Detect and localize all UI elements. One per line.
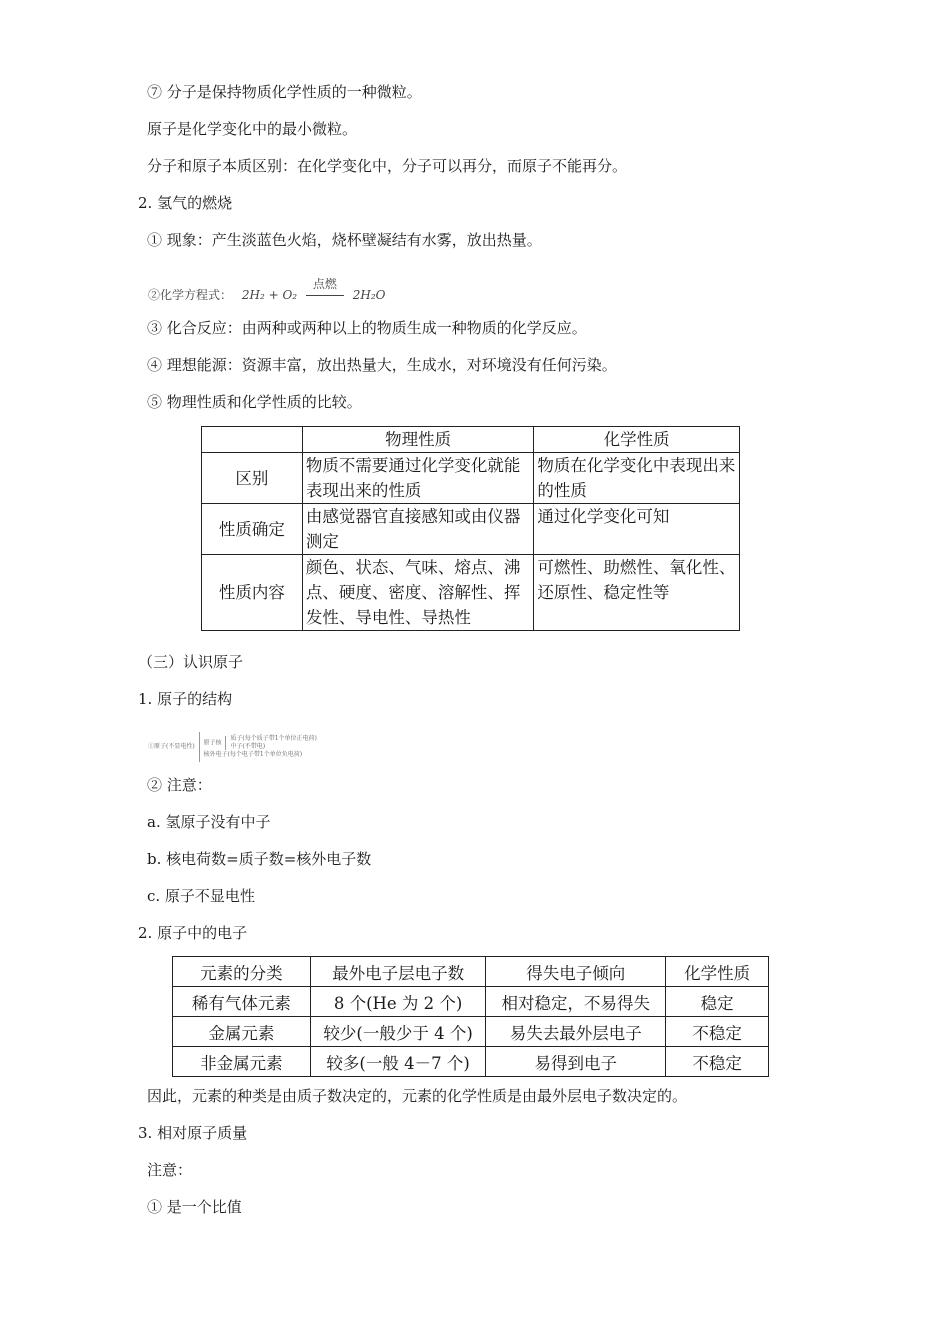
row-label: 性质确定	[202, 504, 303, 555]
table-row	[173, 987, 769, 1017]
cell-physical: 由感觉器官直接感知或由仪器测定	[302, 504, 534, 555]
table-header-row	[173, 957, 769, 987]
table-header-row	[202, 427, 740, 453]
table-row	[202, 555, 740, 631]
phenomenon-text: ① 现象：产生淡蓝色火焰，烧杯壁凝结有水雾，放出热量。	[147, 231, 542, 249]
condition-text: 点燃	[312, 277, 337, 291]
cell-physical: 物质不需要通过化学变化就能表现出来的性质	[302, 453, 534, 504]
note-c: c. 原子不显电性	[147, 887, 255, 905]
table-cell: 较少(一般少于 4 个)	[310, 1017, 486, 1047]
header-chemical: 化学性质	[534, 427, 740, 453]
structure-root: ①原子(不显电性)	[148, 743, 195, 750]
note-label-2: 注意：	[147, 1161, 193, 1179]
row-label: 区别	[202, 453, 303, 504]
table-row	[202, 504, 740, 555]
table-cell: 稀有气体元素	[173, 987, 311, 1017]
table-row	[173, 1017, 769, 1047]
equation-right: 2H₂O	[352, 288, 386, 302]
header-cell: 最外电子层电子数	[310, 957, 486, 987]
molecule-atom-difference: 分子和原子本质区别：在化学变化中，分子可以再分，而原子不能再分。	[147, 157, 628, 175]
cell-chemical: 物质在化学变化中表现出来的性质	[534, 453, 740, 504]
equation-condition	[305, 277, 345, 302]
table-cell: 不稳定	[666, 1047, 769, 1077]
header-cell: 得失电子倾向	[486, 957, 666, 987]
condition-bar	[306, 295, 344, 296]
header-cell: 元素的分类	[173, 957, 311, 987]
equation-left: 2H₂ + O₂	[241, 288, 298, 302]
heading-relative-mass: 3. 相对原子质量	[138, 1124, 248, 1142]
note-label: ② 注意：	[147, 776, 212, 794]
table-cell: 易得到电子	[486, 1047, 666, 1077]
table-cell: 较多(一般 4－7 个)	[310, 1047, 486, 1077]
structure-nucleus: 原子核	[203, 739, 222, 747]
brace-icon	[199, 732, 200, 762]
heading-electrons: 2. 原子中的电子	[138, 924, 248, 942]
heading-hydrogen-combustion: 2. 氢气的燃烧	[138, 194, 233, 212]
table-cell: 8 个(He 为 2 个)	[310, 987, 486, 1017]
header-physical: 物理性质	[302, 427, 534, 453]
section-title-atom: （三）认识原子	[138, 653, 244, 671]
properties-table	[201, 426, 740, 631]
table-row	[202, 453, 740, 504]
structure-electron: 核外电子(每个电子带1个单位负电荷)	[203, 751, 303, 758]
electrons-table	[172, 956, 769, 1077]
heading-atom-structure: 1. 原子的结构	[138, 690, 233, 708]
header-cell: 化学性质	[666, 957, 769, 987]
cell-chemical: 可燃性、助燃性、氧化性、还原性、稳定性等	[534, 555, 740, 631]
cell-chemical: 通过化学变化可知	[534, 504, 740, 555]
ideal-energy: ④ 理想能源：资源丰富，放出热量大，生成水，对环境没有任何污染。	[147, 356, 617, 374]
cell-physical: 颜色、状态、气味、熔点、沸点、硬度、密度、溶解性、挥发性、导电性、导热性	[302, 555, 534, 631]
atom-structure-diagram	[148, 732, 317, 762]
molecule-definition: ⑦ 分子是保持物质化学性质的一种微粒。	[147, 83, 422, 101]
atom-definition: 原子是化学变化中的最小微粒。	[147, 120, 358, 138]
equation-label: ②化学方程式：	[148, 288, 233, 302]
table-row	[173, 1047, 769, 1077]
conclusion-text: 因此，元素的种类是由质子数决定的，元素的化学性质是由最外层电子数决定的。	[147, 1087, 688, 1105]
table-cell: 不稳定	[666, 1017, 769, 1047]
table-cell: 相对稳定，不易得失	[486, 987, 666, 1017]
table-cell: 易失去最外层电子	[486, 1017, 666, 1047]
chemical-equation	[148, 277, 386, 303]
combination-reaction: ③ 化合反应：由两种或两种以上的物质生成一种物质的化学反应。	[147, 319, 587, 337]
structure-proton: 质子(每个质子带1个单位正电荷)	[230, 735, 317, 742]
table-corner	[202, 427, 303, 453]
table-cell: 稳定	[666, 987, 769, 1017]
brace-icon	[225, 736, 226, 750]
note-a: a. 氢原子没有中子	[147, 813, 271, 831]
note-b: b. 核电荷数=质子数=核外电子数	[147, 850, 372, 868]
table-cell: 金属元素	[173, 1017, 311, 1047]
table-cell: 非金属元素	[173, 1047, 311, 1077]
row-label: 性质内容	[202, 555, 303, 631]
structure-neutron: 中子(不带电)	[230, 743, 266, 750]
note-ratio: ① 是一个比值	[147, 1198, 242, 1216]
comparison-intro: ⑤ 物理性质和化学性质的比较。	[147, 393, 362, 411]
